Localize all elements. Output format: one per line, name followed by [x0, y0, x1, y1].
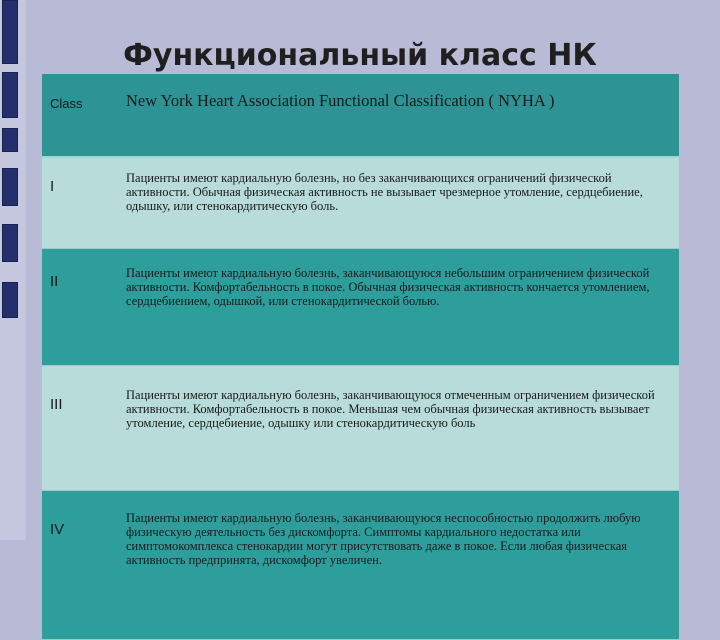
table-header-row [42, 74, 679, 157]
bar-segment [2, 168, 18, 206]
bar-segment [2, 282, 18, 318]
bar-segment [2, 72, 18, 118]
row-description: Пациенты имеют кардиальную болезнь, заканчивающуюся небольшим ограничением физической активности. Комфортабельность в покое. Обычная физическая активность кончается утомлением, сердцебиением, одышкой, или стенокардитической болью. [126, 249, 679, 366]
left-decorative-bar [0, 0, 26, 540]
row-description: Пациенты имеют кардиальную болезнь, но без заканчивающихся ограничений физической активности. Обычная физическая активность не вызывает чрезмерное утомление, сердцебиение, одышку, или стенокардитическую боль. [126, 157, 679, 249]
table-row [42, 249, 679, 366]
table-row [42, 157, 679, 249]
bar-segment [2, 224, 18, 262]
row-class: II [42, 249, 126, 366]
header-description: New York Heart Association Functional Classification ( NYHA ) [126, 74, 679, 157]
row-class: IV [42, 491, 126, 640]
bar-segment [2, 128, 18, 152]
row-description: Пациенты имеют кардиальную болезнь, заканчивающуюся неспособностью продолжить любую физическую деятельность без дискомфорта. Симптомы кардиального недостатка или симптомокомплекса стенокардии могут присутствовать даже в покое. Если любая физическая активность предпринята, дискомфорт увеличен. [126, 491, 679, 640]
table-row [42, 366, 679, 491]
row-description: Пациенты имеют кардиальную болезнь, заканчивающуюся отмеченным ограничением физической активности. Комфортабельность в покое. Меньшая чем обычная физическая активность вызывает утомление, сердцебиение, одышку или стенокардитическую боль [126, 366, 679, 491]
slide-title: Функциональный класс НК [123, 38, 597, 73]
row-class: I [42, 157, 126, 249]
nyha-table [42, 74, 679, 640]
row-class: III [42, 366, 126, 491]
header-class-label: Class [42, 74, 126, 157]
table-row [42, 491, 679, 640]
